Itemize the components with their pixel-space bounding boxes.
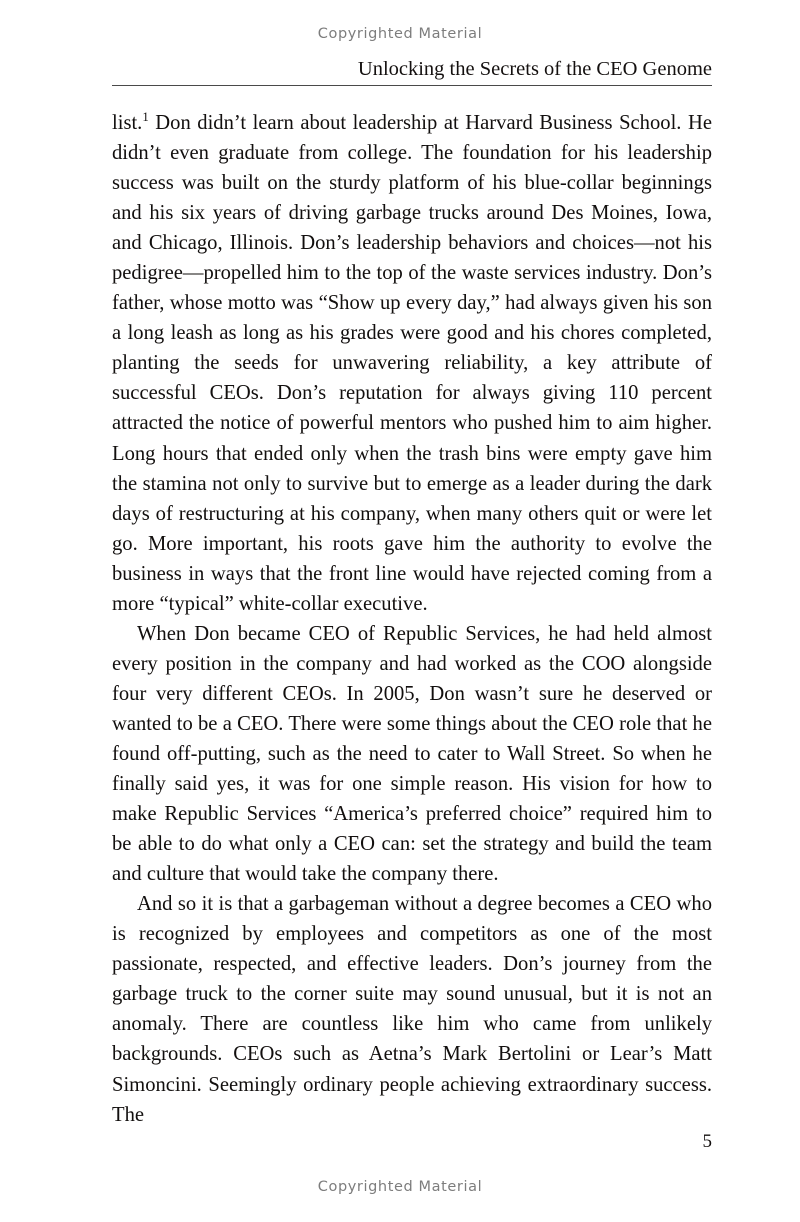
- paragraph-three: And so it is that a garbageman without a degree becomes a CEO who is recognized by employees and competitors as one of the most passionate, respected, and effective leaders. Don’s journey from the garbage truck to the corner suite may sound unusual, but it is not an anomaly. There are countless like him who came from unlikely backgrounds. CEOs such as Aetna’s Mark Bertolini or Lear’s Matt Simoncini. Seemingly ordinary people achieving extraordinary success. The: [112, 893, 712, 1126]
- paragraph-two: When Don became CEO of Republic Services, he had held almost every position in the company and had worked as the COO alongside four very different CEOs. In 2005, Don wasn’t sure he deserved or wanted to be a CEO. There were some things about the CEO role that he found off-putting, such as the need to cater to Wall Street. So when he finally said yes, it was for one simple reason. His vision for how to make Republic Services “America’s preferred choice” required him to be able to do what only a CEO can: set the strategy and build the team and culture that would take the company there.: [112, 622, 712, 886]
- body-text-block: [112, 108, 712, 1130]
- header-divider-rule: [112, 85, 712, 86]
- copyright-watermark-bottom: Copyrighted Material: [317, 1179, 483, 1195]
- paragraph-one-lead-word: list.: [112, 112, 143, 134]
- paragraph-one-text: Don didn’t learn about leadership at Harvard Business School. He didn’t even graduate from college. The foundation for his leadership success was built on the sturdy platform of his blue-collar beginnings and his six years of driving garbage trucks around Des Moines, Iowa, and Chicago, Illinois. Don’s leadership behaviors and choices—not his pedigree—propelled him to the top of the waste services industry. Don’s father, whose motto was “Show up every day,” had always given his son a long leash as long as his grades were good and his chores completed, planting the seeds for unwavering reliability, a key attribute of successful CEOs. Don’s reputation for always giving 110 percent attracted the notice of powerful mentors who pushed him to aim higher. Long hours that ended only when the trash bins were empty gave him the stamina not only to survive but to emerge as a leader during the dark days of restructuring at his company, when many others quit or were let go. More important, his roots gave him the authority to evolve the business in ways that the front line would have rejected coming from a more “typical” white-collar executive.: [112, 112, 712, 615]
- paragraph-one: [112, 108, 712, 619]
- copyright-watermark-top: Copyrighted Material: [317, 26, 483, 42]
- page-number: 5: [702, 1131, 712, 1152]
- footnote-marker[interactable]: 1: [142, 110, 149, 125]
- running-head-title: Unlocking the Secrets of the CEO Genome: [357, 58, 712, 80]
